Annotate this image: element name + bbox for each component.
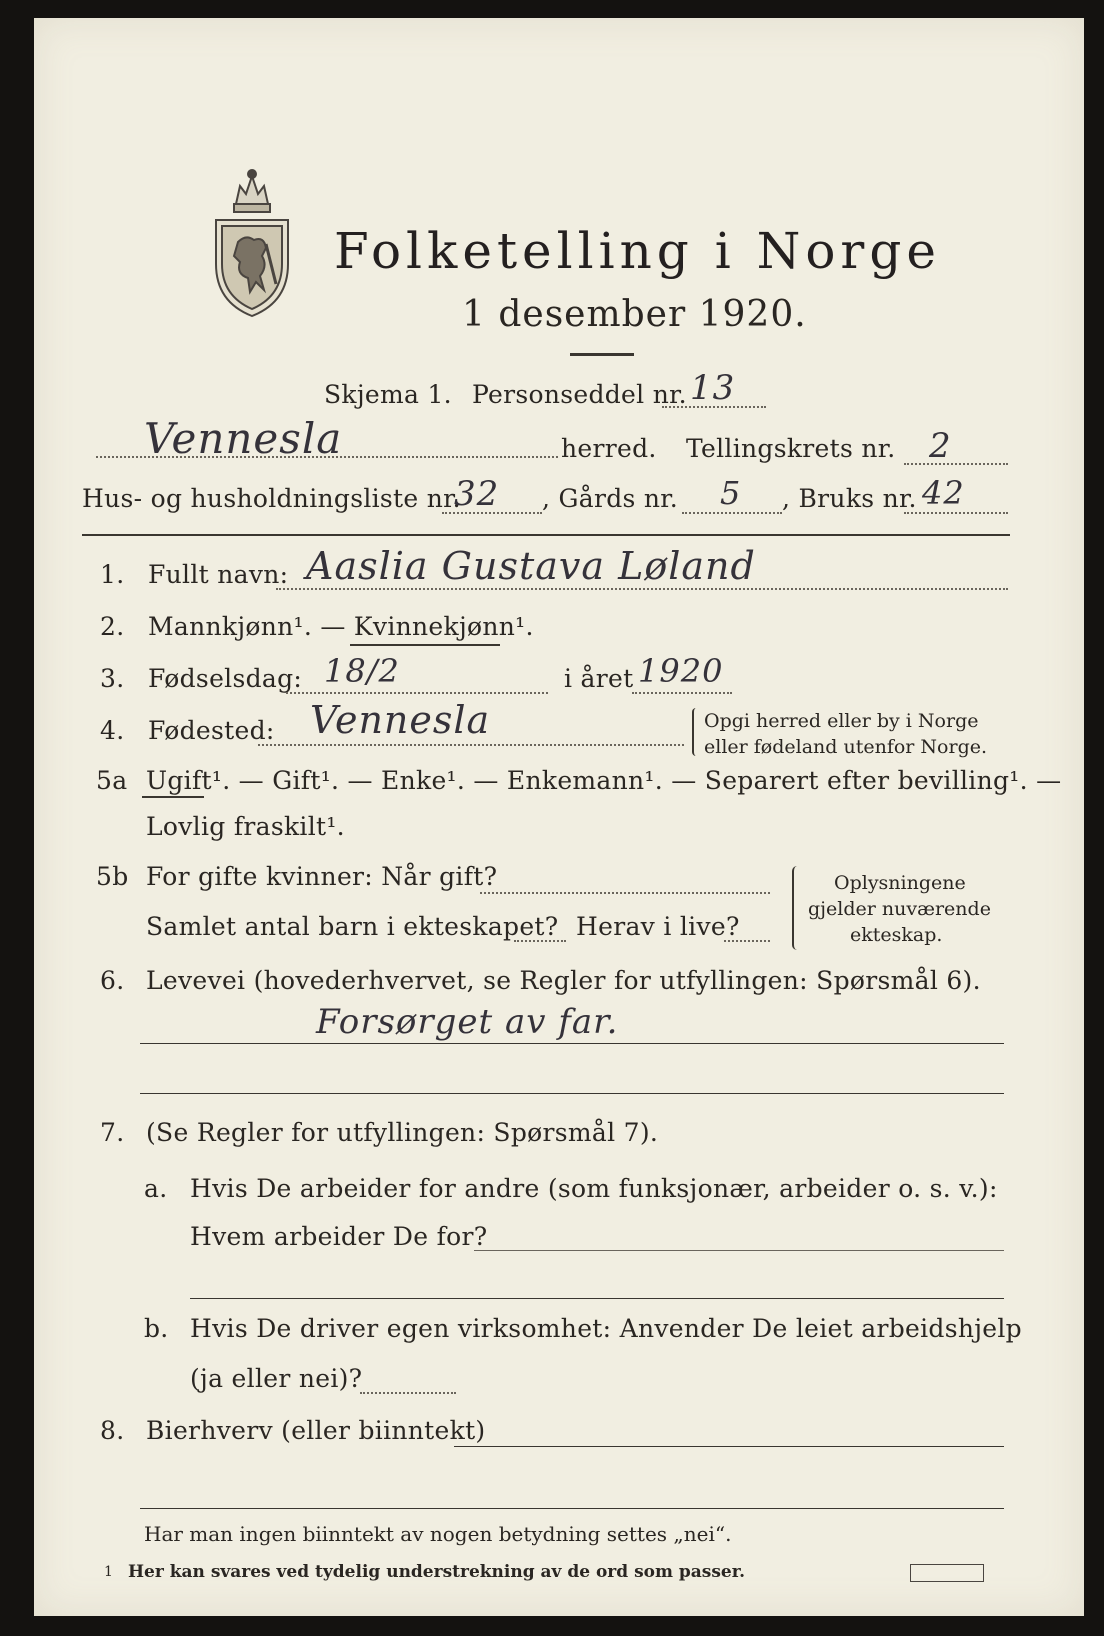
herred-label: herred.	[561, 434, 657, 463]
q3-label: Fødselsdag:	[148, 664, 303, 693]
herred-value: Vennesla	[144, 414, 343, 463]
coat-of-arms-icon	[206, 164, 298, 320]
q5a-line2: Lovlig fraskilt¹.	[146, 812, 345, 841]
q7a-line2: Hvem arbeider De for?	[190, 1222, 488, 1251]
q2-underline-kvinnekjonn	[350, 644, 500, 646]
title-divider	[570, 353, 634, 356]
q6-answer-line1	[140, 1043, 1004, 1044]
q7b-answer-line	[360, 1392, 456, 1394]
header-divider	[82, 534, 1010, 536]
bruks-label: , Bruks nr.	[782, 484, 917, 513]
q7a-answer-line2	[190, 1298, 1004, 1299]
tellingskrets-line	[904, 463, 1008, 465]
form-title: Folketelling i Norge	[334, 222, 941, 280]
q6-label: Levevei (hovederhvervet, se Regler for utfyllingen: Spørsmål 6).	[146, 966, 981, 995]
hus-label: Hus- og husholdningsliste nr.	[82, 484, 461, 513]
q6-value: Forsørget av far.	[316, 1002, 619, 1042]
q7b-line2: (ja eller nei)?	[190, 1364, 363, 1393]
q4-value: Vennesla	[310, 698, 491, 742]
personseddel-value: 13	[690, 368, 736, 408]
printer-stamp	[910, 1564, 984, 1582]
personseddel-label: Personseddel nr.	[472, 380, 687, 409]
hus-value: 32	[454, 474, 500, 514]
q7a-line1: Hvis De arbeider for andre (som funksjonær, arbeider o. s. v.):	[190, 1174, 998, 1203]
gards-value: 5	[720, 474, 742, 512]
q8-number: 8.	[100, 1416, 125, 1445]
gards-line	[682, 512, 782, 514]
q1-line	[276, 588, 1008, 590]
bruks-line	[904, 512, 1008, 514]
q4-note-brace	[692, 708, 700, 756]
census-form	[34, 18, 1084, 1616]
q5b-children-line	[514, 940, 566, 942]
q3-year-line	[632, 692, 732, 694]
q5b-alive-line	[724, 940, 770, 942]
q1-number: 1.	[100, 560, 125, 589]
q8-answer-line1	[454, 1446, 1004, 1447]
q5b-line2b: Herav i live?	[576, 912, 740, 941]
q5a-line1: Ugift¹. — Gift¹. — Enke¹. — Enkemann¹. — Separert efter bevilling¹. —	[146, 766, 1062, 795]
gards-label: , Gårds nr.	[542, 484, 679, 513]
tellingskrets-label: Tellingskrets nr.	[686, 434, 896, 463]
q7-number: 7.	[100, 1118, 125, 1147]
q5a-number: 5a	[96, 766, 128, 795]
q3-year-value: 1920	[638, 652, 724, 690]
q2-label: Mannkjønn¹. — Kvinnekjønn¹.	[148, 612, 534, 641]
q4-label: Fødested:	[148, 716, 275, 745]
q7a-answer-line1	[474, 1250, 1004, 1251]
q5b-note-line1: Oplysningene	[834, 872, 966, 894]
q3-year-label: i året	[564, 664, 634, 693]
q8-answer-line2	[140, 1508, 1004, 1509]
q7-label: (Se Regler for utfyllingen: Spørsmål 7).	[146, 1118, 659, 1147]
q7b-line1: Hvis De driver egen virksomhet: Anvender De leiet arbeidshjelp	[190, 1314, 1022, 1343]
q4-note-line2: eller fødeland utenfor Norge.	[704, 736, 988, 758]
q2-number: 2.	[100, 612, 125, 641]
q6-answer-line2	[140, 1093, 1004, 1094]
bruks-value: 42	[922, 474, 965, 512]
tellingskrets-value: 2	[929, 426, 952, 466]
q6-number: 6.	[100, 966, 125, 995]
footnote-mark: 1	[104, 1564, 113, 1580]
q8-label: Bierhverv (eller biinntekt)	[146, 1416, 486, 1445]
q3-value: 18/2	[324, 652, 400, 690]
census-date: 1 desember 1920.	[462, 294, 807, 335]
q4-note-line1: Opgi herred eller by i Norge	[704, 710, 979, 732]
q5b-note-line2: gjelder nuværende	[808, 898, 991, 920]
q5b-line2a: Samlet antal barn i ekteskapet?	[146, 912, 559, 941]
q7b-number: b.	[144, 1314, 169, 1343]
q1-value: Aaslia Gustava Løland	[306, 544, 756, 588]
q5b-note-brace	[792, 866, 802, 950]
q5b-line1: For gifte kvinner: Når gift?	[146, 862, 498, 891]
q3-number: 3.	[100, 664, 125, 693]
q5b-note-line3: ekteskap.	[850, 924, 943, 946]
q5b-number: 5b	[96, 862, 129, 891]
q5b-married-line	[480, 892, 770, 894]
q8-note: Har man ingen biinntekt av nogen betydning settes „nei“.	[144, 1522, 732, 1546]
q4-line	[258, 744, 684, 746]
q4-number: 4.	[100, 716, 125, 745]
q7a-number: a.	[144, 1174, 168, 1203]
footnote-text: Her kan svares ved tydelig understrekning av de ord som passer.	[128, 1562, 746, 1582]
q5a-underline-ugift	[142, 796, 204, 798]
schema-label: Skjema 1.	[324, 380, 452, 409]
q1-label: Fullt navn:	[148, 560, 289, 589]
q3-line	[286, 692, 548, 694]
